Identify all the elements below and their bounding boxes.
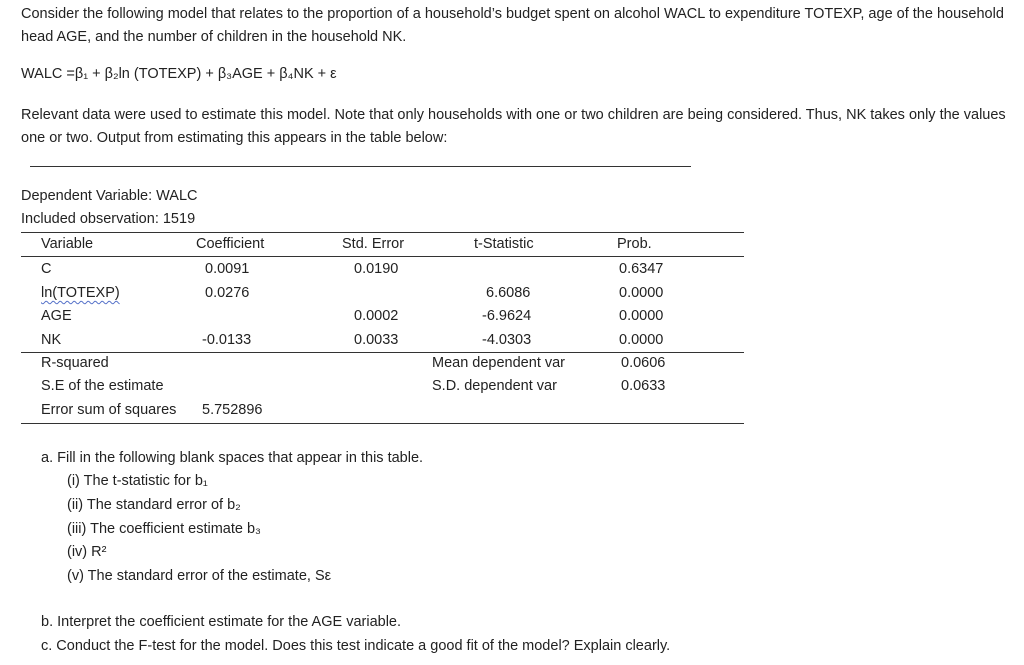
coefficient-cell: 0.0091 bbox=[205, 261, 250, 277]
r-squared-label: R-squared bbox=[41, 355, 109, 371]
coefficient-cell: -0.0133 bbox=[202, 332, 252, 348]
mean-dependent-label: Mean dependent var bbox=[432, 355, 566, 371]
prob-cell: 0.0000 bbox=[619, 285, 664, 301]
data-note-paragraph: Relevant data were used to estimate this model. Note that only households with one or two children are being considered. Thus, NK takes only the values one or two. Output from estimating this appears in the table below: bbox=[21, 107, 1006, 146]
variable-cell: C bbox=[41, 261, 52, 277]
mean-dependent-value: 0.0606 bbox=[621, 355, 666, 371]
prob-cell: 0.0000 bbox=[619, 332, 664, 348]
table-body-rule bbox=[21, 352, 744, 353]
table-bottom-rule bbox=[21, 423, 744, 424]
table-top-rule bbox=[21, 232, 744, 233]
dependent-variable-label: Dependent Variable: WALC bbox=[21, 188, 198, 204]
variable-cell: ln(TOTEXP) bbox=[41, 285, 120, 301]
variable-cell: AGE bbox=[41, 308, 72, 324]
header-t-statistic: t-Statistic bbox=[474, 236, 534, 252]
sse-value: 5.752896 bbox=[202, 402, 263, 418]
sd-dependent-value: 0.0633 bbox=[621, 378, 666, 394]
sd-dependent-label: S.D. dependent var bbox=[432, 378, 557, 394]
coefficient-cell: 0.0276 bbox=[205, 285, 250, 301]
question-b: b. Interpret the coefficient estimate for the AGE variable. bbox=[41, 614, 402, 630]
header-coefficient: Coefficient bbox=[196, 236, 265, 252]
t-stat-cell: -4.0303 bbox=[482, 332, 532, 348]
header-prob: Prob. bbox=[617, 236, 652, 252]
intro-paragraph: Consider the following model that relates to the proportion of a household’s budget spent on alcohol WACL to expenditure TOTEXP, age of the household head AGE, and the number of children in the household NK. bbox=[21, 6, 1004, 45]
table-header-rule bbox=[21, 256, 744, 257]
variable-cell: NK bbox=[41, 332, 62, 348]
t-stat-cell: 6.6086 bbox=[486, 285, 531, 301]
se-estimate-label: S.E of the estimate bbox=[41, 378, 164, 394]
question-a-item: (ii) The standard error of b₂ bbox=[67, 497, 241, 513]
question-a-item: (iv) R² bbox=[67, 544, 107, 560]
header-std-error: Std. Error bbox=[342, 236, 405, 252]
question-a-item: (i) The t-statistic for b₁ bbox=[67, 473, 208, 489]
t-stat-cell: -6.9624 bbox=[482, 308, 532, 324]
model-equation: WALC =β₁ + β₂ln (TOTEXP) + β₃AGE + β₄NK + ε bbox=[21, 66, 337, 82]
header-variable: Variable bbox=[41, 236, 94, 252]
prob-cell: 0.0000 bbox=[619, 308, 664, 324]
question-a-item: (v) The standard error of the estimate, Sε bbox=[67, 568, 332, 584]
sse-label: Error sum of squares bbox=[41, 402, 177, 418]
prob-cell: 0.6347 bbox=[619, 261, 664, 277]
question-a-item: (iii) The coefficient estimate b₃ bbox=[67, 521, 261, 537]
std-error-cell: 0.0033 bbox=[354, 332, 399, 348]
separator-line bbox=[30, 166, 691, 167]
std-error-cell: 0.0190 bbox=[354, 261, 399, 277]
question-c: c. Conduct the F-test for the model. Does this test indicate a good fit of the model? Explain clearly. bbox=[41, 638, 671, 654]
std-error-cell: 0.0002 bbox=[354, 308, 399, 324]
observations-label: Included observation: 1519 bbox=[21, 211, 196, 227]
question-a: a. Fill in the following blank spaces that appear in this table. bbox=[41, 450, 424, 466]
